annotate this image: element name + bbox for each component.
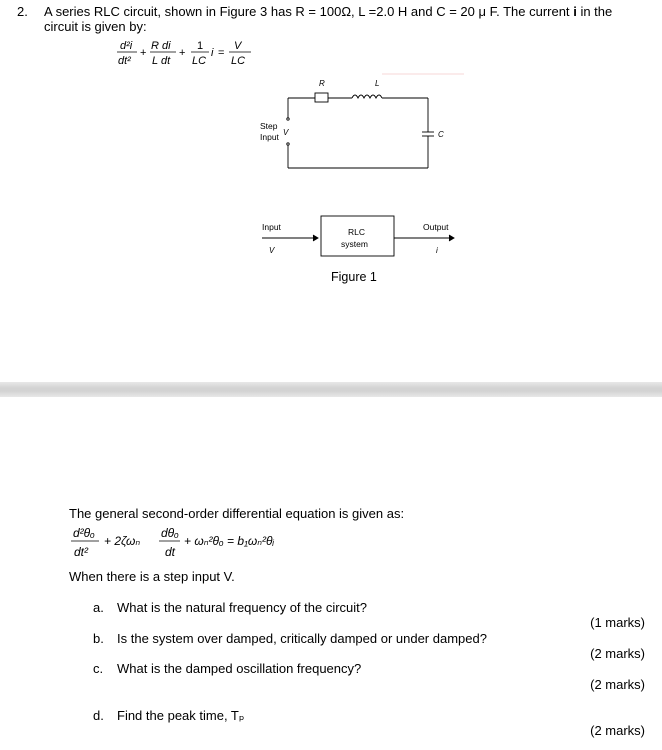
eq1-term1-den: dt² [118, 55, 131, 67]
subquestion-text: What is the natural frequency of the circuit? [117, 600, 368, 615]
subquestion-label: c. [93, 661, 104, 676]
figure-caption: Figure 1 [331, 270, 377, 284]
eq1-plus1: + [140, 47, 147, 59]
question-text [44, 4, 644, 34]
step-input-text: When there is a step input V. [69, 569, 235, 584]
subquestion-label: d. [93, 708, 104, 723]
system-line2: system [341, 239, 368, 249]
rlc-block-diagram [250, 210, 480, 270]
eq1-equals: = [218, 47, 225, 59]
marks-a: (1 marks) [590, 615, 645, 630]
terminal-bottom [287, 143, 289, 145]
subquestion-label: a. [93, 600, 104, 615]
output-var: i [436, 246, 438, 255]
question-text-line2: circuit is given by: [44, 19, 147, 34]
eq1-term2-num: R di [151, 40, 171, 52]
circuit-equation [113, 36, 273, 70]
eq2-term1-den: dt² [74, 545, 89, 559]
subquestion-text: What is the damped oscillation frequency? [117, 661, 362, 676]
eq1-term2-den: L dt [152, 55, 171, 67]
system-line1: RLC [348, 227, 366, 237]
output-arrowhead [449, 235, 454, 241]
inductor-symbol [352, 95, 382, 98]
eq1-term3-num: 1 [197, 40, 204, 52]
voltage-label: V [283, 128, 289, 137]
eq2-mid: + 2ζωₙ [104, 534, 141, 548]
marks-c: (2 marks) [590, 677, 645, 692]
eq2-term1-num: d²θₒ [73, 526, 95, 540]
marks-d: (2 marks) [590, 723, 645, 738]
terminal-top [287, 118, 289, 120]
eq2-term2-num: dθₒ [161, 526, 179, 540]
subquestion-text: Find the peak time, Tₚ [117, 708, 245, 723]
capacitor-label: C [438, 130, 444, 139]
inductor-label: L [375, 79, 380, 88]
general-equation [68, 523, 348, 567]
general-equation-intro: The general second-order differential equation is given as: [69, 506, 405, 521]
eq1-rhs-den: LC [231, 55, 246, 67]
eq1-term3-var: i [211, 47, 214, 59]
question-text-line1-end: in the [580, 4, 613, 19]
question-number: 2. [17, 4, 28, 19]
marks-b: (2 marks) [590, 646, 645, 661]
resistor-symbol [315, 93, 328, 102]
eq1-term1-num: d²i [120, 40, 133, 52]
input-label: Input [262, 222, 281, 232]
eq1-term3-den: LC [192, 55, 207, 67]
eq2-rest: + ωₙ²θₒ = b₁ωₙ²θᵢ [184, 534, 274, 548]
eq1-plus2: + [179, 47, 186, 59]
subquestion-label: b. [93, 631, 104, 646]
eq1-rhs-num: V [234, 40, 242, 52]
step-label-2: Input [260, 132, 279, 142]
input-var: V [269, 246, 275, 255]
step-label-1: Step [260, 121, 278, 131]
resistor-label: R [319, 79, 325, 88]
subquestion-text: Is the system over damped, critically damped or under damped? [117, 631, 487, 646]
question-text-line1: A series RLC circuit, shown in Figure 3 has R = 100Ω, L =2.0 H and C = 20 μ F. The current [44, 4, 570, 19]
page-separator [0, 382, 662, 397]
current-symbol: i [573, 4, 577, 19]
rlc-circuit-diagram [250, 70, 480, 190]
input-arrowhead [313, 235, 318, 241]
eq2-term2-den: dt [165, 545, 176, 559]
output-label: Output [423, 222, 449, 232]
